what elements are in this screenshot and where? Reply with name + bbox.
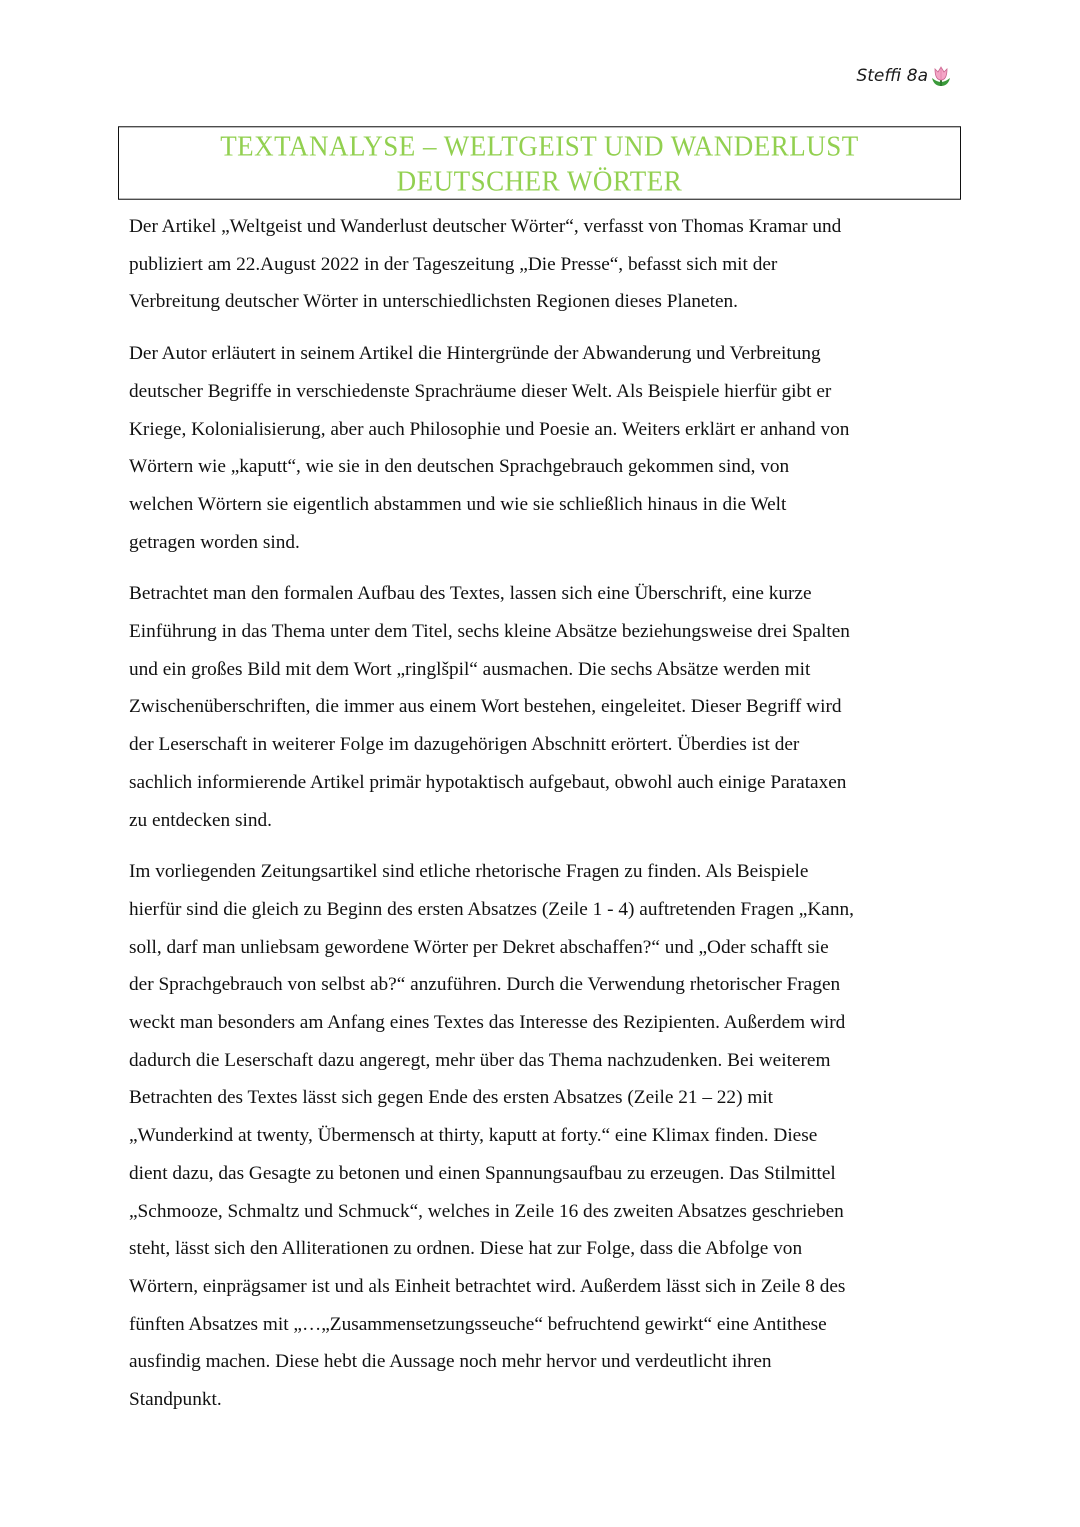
tulip-icon	[930, 64, 952, 88]
text-line: sachlich informierende Artikel primär hypotaktisch aufgebaut, obwohl auch einige Parataxen	[129, 771, 847, 793]
text-line: Wörtern, einprägsamer ist und als Einheit betrachtet wird. Außerdem lässt sich in Zeile 8 des	[129, 1275, 846, 1297]
text-line: Verbreitung deutscher Wörter in unterschiedlichsten Regionen dieses Planeten.	[129, 291, 738, 313]
document-body	[129, 208, 959, 1433]
text-line: hierfür sind die gleich zu Beginn des ersten Absatzes (Zeile 1 - 4) auftretenden Fragen „Kann,	[129, 898, 854, 920]
text-line: dient dazu, das Gesagte zu betonen und einen Spannungsaufbau zu erzeugen. Das Stilmittel	[129, 1162, 836, 1184]
paragraph-rhetorical-devices	[129, 853, 959, 1419]
paragraph-formal-structure	[129, 575, 959, 839]
text-line: getragen worden sind.	[129, 531, 300, 553]
text-line: und ein großes Bild mit dem Wort „ringlšpil“ ausmachen. Die sechs Absätze werden mit	[129, 658, 811, 680]
text-line: der Leserschaft in weiterer Folge im dazugehörigen Abschnitt erörtert. Überdies ist der	[129, 734, 800, 756]
text-line: zu entdecken sind.	[129, 809, 272, 831]
page-header-author	[856, 64, 952, 88]
paragraph-content-summary	[129, 335, 959, 561]
text-line: der Sprachgebrauch von selbst ab?“ anzuführen. Durch die Verwendung rhetorischer Fragen	[129, 974, 841, 996]
text-line: „Schmooze, Schmaltz und Schmuck“, welches in Zeile 16 des zweiten Absatzes geschrieben	[129, 1200, 844, 1222]
text-line: Wörtern wie „kaputt“, wie sie in den deutschen Sprachgebrauch gekommen sind, von	[129, 456, 790, 478]
text-line: publiziert am 22.August 2022 in der Tageszeitung „Die Presse“, befasst sich mit der	[129, 253, 778, 275]
document-title-line-2: DEUTSCHER WÖRTER	[396, 165, 683, 197]
document-title-line-1: TEXTANALYSE – WELTGEIST UND WANDERLUST	[220, 130, 859, 162]
text-line: Der Autor erläutert in seinem Artikel die Hintergründe der Abwanderung und Verbreitung	[129, 343, 821, 365]
author-label: Steffi 8a	[856, 66, 928, 86]
text-line: ausfindig machen. Diese hebt die Aussage noch mehr hervor und verdeutlicht ihren	[129, 1351, 772, 1373]
text-line: dadurch die Leserschaft dazu angeregt, mehr über das Thema nachzudenken. Bei weiterem	[129, 1049, 831, 1071]
text-line: Kriege, Kolonialisierung, aber auch Philosophie und Poesie an. Weiters erklärt er anhand von	[129, 418, 850, 440]
text-line: Der Artikel „Weltgeist und Wanderlust deutscher Wörter“, verfasst von Thomas Kramar und	[129, 216, 842, 237]
text-line: deutscher Begriffe in verschiedenste Sprachräume dieser Welt. Als Beispiele hierfür gibt er	[129, 380, 832, 402]
text-line: soll, darf man unliebsam gewordene Wörter per Dekret abschaffen?“ und „Oder schafft sie	[129, 936, 829, 958]
text-line: „Wunderkind at twenty, Übermensch at thirty, kaputt at forty.“ eine Klimax finden. Diese	[129, 1125, 818, 1147]
text-line: fünften Absatzes mit „…„Zusammensetzungsseuche“ befruchtend gewirkt“ eine Antithese	[129, 1313, 827, 1335]
text-line: steht, lässt sich den Alliterationen zu ordnen. Diese hat zur Folge, dass die Abfolge von	[129, 1238, 803, 1260]
text-line: Betrachten des Textes lässt sich gegen Ende des ersten Absatzes (Zeile 21 – 22) mit	[129, 1087, 774, 1109]
text-line: Standpunkt.	[129, 1389, 222, 1411]
document-title-box	[118, 126, 961, 200]
text-line: weckt man besonders am Anfang eines Textes das Interesse des Rezipienten. Außerdem wird	[129, 1012, 846, 1034]
text-line: welchen Wörtern sie eigentlich abstammen und wie sie schließlich hinaus in die Welt	[129, 493, 787, 515]
text-line: Betrachtet man den formalen Aufbau des Textes, lassen sich eine Überschrift, eine kurze	[129, 583, 812, 605]
paragraph-introduction	[129, 208, 959, 321]
text-line: Zwischenüberschriften, die immer aus einem Wort bestehen, eingeleitet. Dieser Begriff wird	[129, 696, 842, 718]
text-line: Einführung in das Thema unter dem Titel, sechs kleine Absätze beziehungsweise drei Spalten	[129, 621, 850, 643]
text-line: Im vorliegenden Zeitungsartikel sind etliche rhetorische Fragen zu finden. Als Beispiele	[129, 861, 809, 883]
